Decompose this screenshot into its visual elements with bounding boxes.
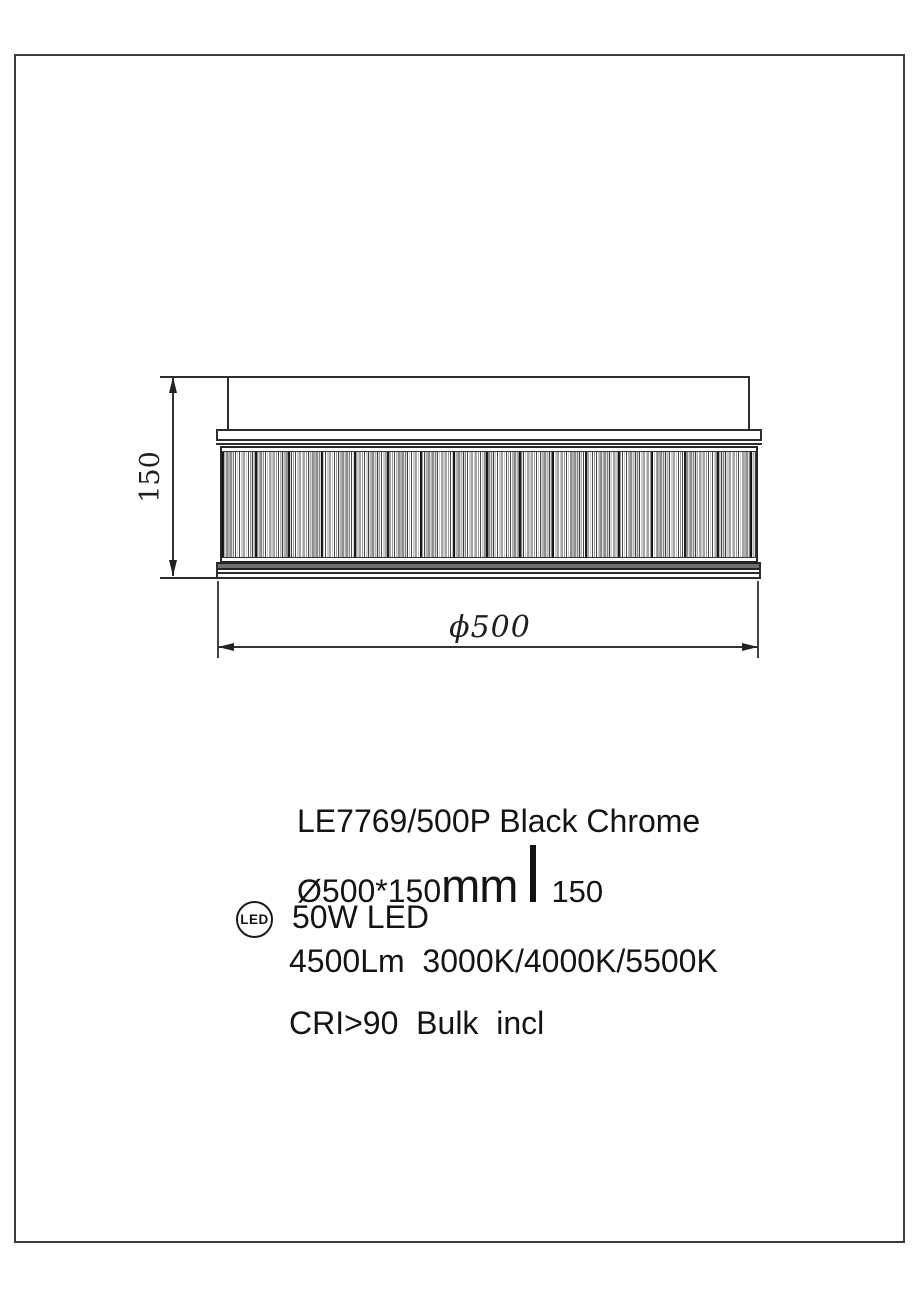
power-line: 50W LED <box>292 899 429 935</box>
separator-bar <box>530 845 536 902</box>
size-value: Ø500*150 <box>297 873 442 909</box>
size-alt-value: 150 <box>551 874 604 909</box>
drum-ribs-pattern <box>222 451 756 558</box>
diameter-dimension-label: ϕ500 <box>449 610 531 645</box>
arrow-down-icon <box>169 560 177 576</box>
page-border <box>14 54 905 1243</box>
cri-line: CRI>90 Bulk incl <box>289 1005 545 1041</box>
canopy-right-line <box>748 376 750 431</box>
bottom-rim-bar <box>216 562 761 570</box>
top-flange-underline <box>216 443 762 445</box>
led-badge-icon: LED <box>236 901 273 938</box>
lumens-cct-line: 4500Lm 3000K/4000K/5500K <box>289 943 718 979</box>
bottom-rim-line <box>216 572 761 574</box>
arrow-right-icon <box>742 643 758 651</box>
height-dimension-label: 150 <box>134 451 166 503</box>
top-flange <box>216 429 762 441</box>
bottom-rim-right-edge <box>759 562 761 579</box>
drum-shade <box>220 446 758 563</box>
canopy-left-line <box>227 376 229 431</box>
bottom-edge-line <box>160 577 760 579</box>
arrow-up-icon <box>169 377 177 393</box>
arrow-left-icon <box>218 643 234 651</box>
height-dimension-line <box>172 378 174 576</box>
model-name: LE7769/500P Black Chrome <box>297 803 701 839</box>
size-unit: mm <box>441 859 518 912</box>
canopy-top-line <box>160 376 750 378</box>
diameter-dimension-line <box>218 646 758 648</box>
bottom-rim-left-edge <box>216 562 218 579</box>
